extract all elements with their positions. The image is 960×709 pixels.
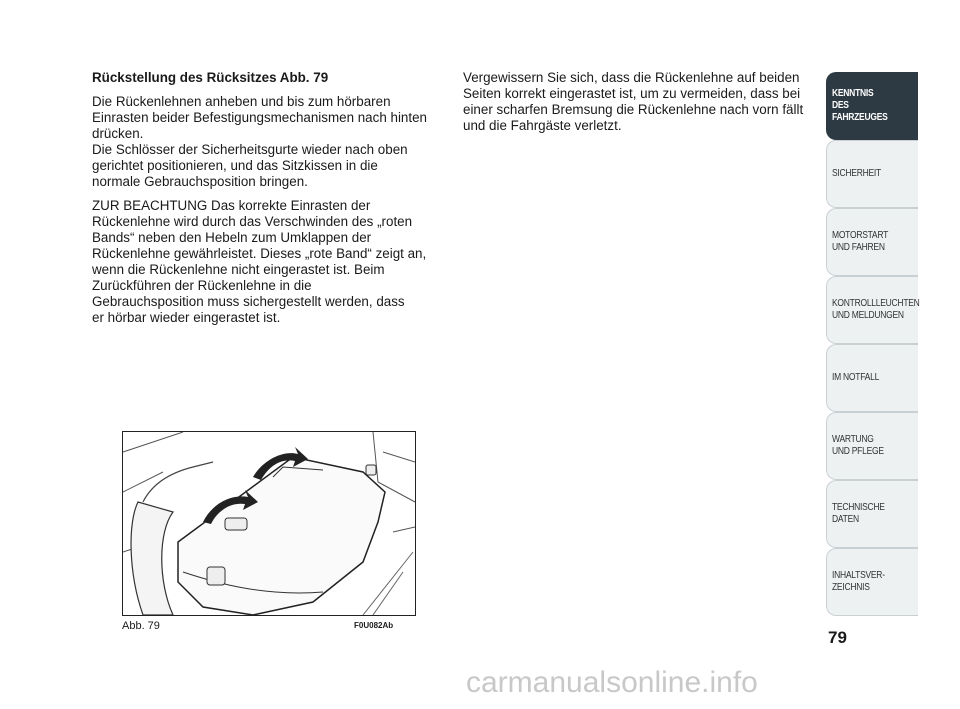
tab-im-notfall[interactable] [826, 344, 918, 412]
figure-illustration [122, 431, 416, 616]
tab-label: MOTORSTART UND FAHREN [832, 230, 889, 253]
paragraph-note: ZUR BEACHTUNG Das korrekte Einrasten der Rückenlehne wird durch das Verschwinden des „roten Bands“ neben den Hebeln zum Umklappen der Rückenlehne gewährleistet. Dieses „rote Band“ zeigt an, wenn die Rückenlehne nicht eingerastet ist. Beim Zurückführen der Rückenlehne in die Gebrauchsposition muss sichergestellt werden, dass er hörbar wieder eingerastet ist. [92, 198, 427, 325]
tab-wartung-und-pflege[interactable] [826, 412, 918, 480]
left-column [92, 70, 444, 334]
seat-illustration [123, 432, 415, 615]
figure-caption: Abb. 79 [122, 620, 160, 632]
watermark: carmanualsonline.info [466, 666, 758, 699]
section-heading: Rückstellung des Rücksitzes Abb. 79 [92, 70, 329, 85]
tab-inhaltsverzeichnis[interactable] [826, 548, 918, 616]
tab-kontrollleuchten-und-meldungen[interactable] [826, 276, 918, 344]
page-number: 79 [828, 628, 847, 647]
tab-label: TECHNISCHE DATEN [832, 502, 885, 525]
tab-sicherheit[interactable] [826, 140, 918, 208]
tab-label: INHALTSVER- ZEICHNIS [832, 570, 885, 593]
tab-label: IM NOTFALL [832, 372, 880, 383]
paragraph-instructions: Die Rückenlehnen anheben und bis zum hörbaren Einrasten beider Befestigungsmechanismen nach hinten drücken. Die Schlösser der Sicherheitsgurte wieder nach oben gerichtet positionieren, und das Sitzkissen in die normale Gebrauchsposition bringen. [92, 94, 427, 189]
tab-kenntnis-des-fahrzeuges[interactable] [826, 72, 918, 140]
tab-label: KONTROLLLEUCHTEN UND MELDUNGEN [832, 298, 920, 321]
tab-motorstart-und-fahren[interactable] [826, 208, 918, 276]
right-column [463, 70, 815, 142]
tab-label: KENNTNIS DES FAHRZEUGES [832, 88, 888, 123]
paragraph-warning: Vergewissern Sie sich, dass die Rückenlehne auf beiden Seiten korrekt eingerastet ist, um zu vermeiden, dass bei einer scharfen Bremsung die Rückenlehne nach vorn fällt und die Fahrgäste verletzt. [463, 70, 804, 133]
tab-technische-daten[interactable] [826, 480, 918, 548]
figure-code: F0U082Ab [354, 621, 394, 630]
tab-label: WARTUNG UND PFLEGE [832, 434, 884, 457]
tab-label: SICHERHEIT [832, 168, 881, 179]
chapter-tabs [826, 72, 918, 616]
